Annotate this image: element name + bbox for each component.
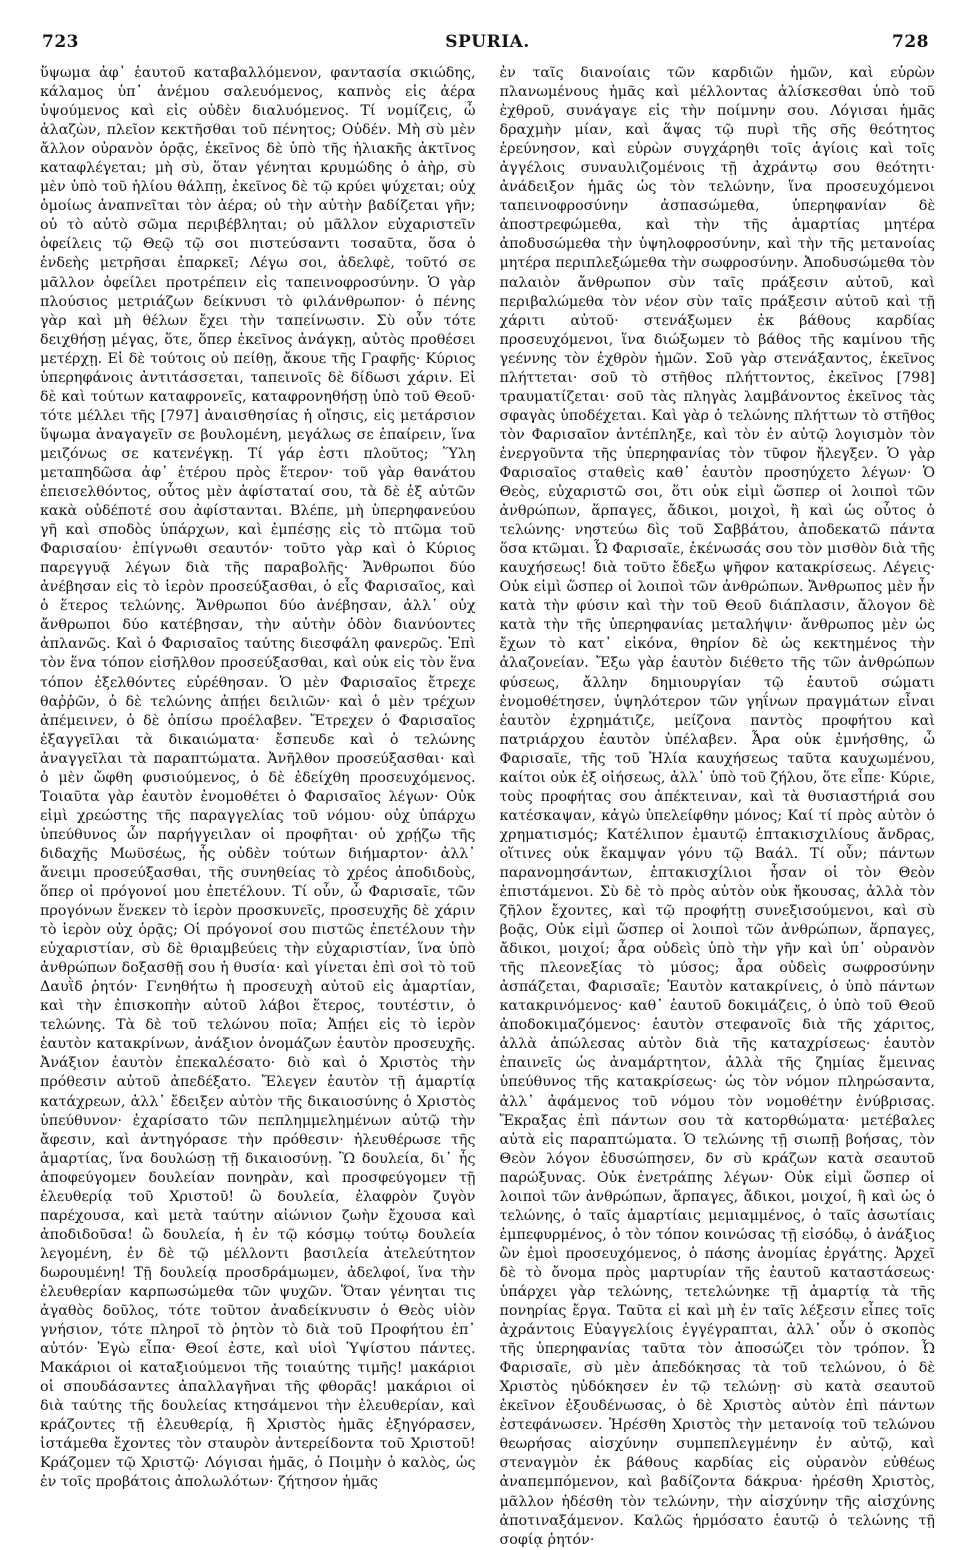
left-column xyxy=(40,64,476,1534)
running-header xyxy=(40,32,935,60)
running-title: SPURIA. xyxy=(445,32,530,52)
right-column xyxy=(499,64,936,1548)
page-number-left: 723 xyxy=(42,32,79,52)
text-columns xyxy=(40,64,935,1548)
page-number-right: 728 xyxy=(892,32,929,52)
left-column-text: ὕψωμα ἀφ᾿ ἑαυτοῦ καταβαλλόμενον, φαντασία σκιώδης, κάλαμος ὑπ᾿ ἀνέμου σαλευόμενος, καπνὸς εἰς ἀέρα ὑψούμενος καὶ εἰς οὐδὲν διαλυόμενος. Τί νομίζεις, ὦ ἀλαζὼν, πλεῖον κεκτῆσθαι τοῦ πένητος; Οὐδέν. Μὴ σὺ μὲν ἄλλον οὐρανὸν ὁρᾷς, ἐκεῖνος δὲ ὑπὸ τῆς ἡλιακῆς ἀκτῖνος καταφλέγεται; μὴ σὺ, ὅταν γένηται κρυμώδης ὁ ἀὴρ, σὺ μὲν ὑπὸ τοῦ ἡλίου θάλπῃ, ἐκεῖνος δὲ τῷ κρύει ψύχεται; οὐχ ὁμοίως ἀναπνεῖται τὸν ἀέρα; οὐ τὴν αὐτὴν βαδίζεται γῆν; οὐ τὸ αὐτὸ σῶμα περιβέβληται; οὐ μᾶλλον εὐχαριστεῖν ὀφείλεις τῷ Θεῷ τῷ σοι πιστεύσαντι τοσαῦτα, ὅσα ὁ ἐνδεὴς μετρῆσαι ἐπαρκεῖ; Λέγω σοι, ἀδελφὲ, τοῦτό σε μᾶλλον ὀφείλει προτρέπειν εἰς ταπεινοφροσύνην. Ὁ γὰρ πλούσιος μετριάζων δείκνυσι τὸ φιλάνθρωπον· ὁ πένης γὰρ καὶ μὴ θέλων ἔχει τὴν ταπείνωσιν. Σὺ οὖν τότε δειχθήσῃ μέγας, ὅτε, ὅπερ ἐκεῖνος ἀνάγκῃ, αὐτὸς προθέσει μετέρχῃ. Εἰ δὲ τούτοις οὐ πείθῃ, ἄκουε τῆς Γραφῆς· Κύριος ὑπερηφάνοις ἀντιτάσσεται, ταπεινοῖς δὲ δίδωσι χάριν. Εἰ δὲ καὶ τούτων καταφρονεῖς, καταφρονηθήσῃ ὑπὸ τοῦ Θεοῦ· τότε μέλλει τῆς [797] ἀναισθησίας ἡ οἴησις, εἰς μετάρσιον ὕψωμα ἀναγαγεῖν σε βουλομένη, μεγάλως σε ἐπαίρειν, ἵνα μειζόνως σε κατενέγκῃ. Τί γάρ ἐστι πλοῦτος; Ὕλη μεταπηδῶσα ἀφ᾿ ἑτέρου πρὸς ἕτερον· τοῦ γὰρ θανάτου ἐπεισελθόντος, οὗτος μὲν ἀφίσταταί σου, τὰ δὲ ἐξ αὐτῶν κακὰ οὐδέποτέ σου ἀφίστανται. Βλέπε, μὴ ὑπερηφανεύου γῆ καὶ σποδὸς ὑπάρχων, καὶ ἐμπέσῃς εἰς τὸ πτῶμα τοῦ Φαρισαίου· ἐπίγνωθι σεαυτόν· τοῦτο γὰρ καὶ ὁ Κύριος παρεγγυᾷ λέγων διὰ τῆς παραβολῆς· Ἄνθρωποι δύο ἀνέβησαν εἰς τὸ ἱερὸν προσεύξασθαι, ὁ εἷς Φαρισαῖος, καὶ ὁ ἕτερος τελώνης. Ἄνθρωποι δύο ἀνέβησαν, ἀλλ᾿ οὐχ ἄνθρωποι δύο κατέβησαν, τὴν αὐτὴν ὁδὸν διανύοντες ἀπλανῶς. Καὶ ὁ Φαρισαῖος ταύτης διεσφάλη φανερῶς. Ἐπὶ τὸν ἕνα τόπον εἰσῆλθον προσεύξασθαι, καὶ οὐκ εἰς τὸν ἕνα τόπον ἐξελθόντες εὑρέθησαν. Ὁ μὲν Φαρισαῖος ἔτρεχε θαῤῥῶν, ὁ δὲ τελώνης ἀπῄει δειλιῶν· καὶ ὁ μὲν τρέχων ἀπέμεινεν, ὁ δὲ ὀπίσω προέλαβεν. Ἔτρεχεν ὁ Φαρισαῖος ἐξαγγεῖλαι τὰ δικαιώματα· ἔσπευδε καὶ ὁ τελώνης ἀναγγεῖλαι τὰ παραπτώματα. Ἀνῆλθον προσεύξασθαι· καὶ ὁ μὲν ὤφθη φυσιούμενος, ὁ δὲ ἐδείχθη προσευχόμενος. Τοιαῦτα γὰρ ἑαυτὸν ἐνομοθέτει ὁ Φαρισαῖος λέγων· Οὐκ εἰμὶ χρεώστης τῆς παραγγελίας τοῦ νόμου· οὐχ ὑπάρχω ὑπεύθυνος ὧν παρήγγειλαν οἱ προφῆται· οὐ χρῄζω τῆς διδαχῆς Μωϋσέως, ἧς οὐδὲν τούτων διήμαρτον· ἀλλ᾿ ἄνειμι προσεύξασθαι, τῆς συνηθείας τὸ χρέος ἀποδιδοὺς, ὅπερ οἱ πρόγονοί μου ἐπετέλουν. Τί οὖν, ὦ Φαρισαῖε, τῶν προγόνων ἕνεκεν τὸ ἱερὸν προσκυνεῖς, προσευχῆς δὲ χάριν τὸ ἱερὸν οὐχ ὁρᾷς; Οἱ πρόγονοί σου πιστῶς ἐπετέλουν τὴν εὐχαριστίαν, σὺ δὲ θριαμβεύεις τὴν εὐχαριστίαν, ἵνα ὑπὸ ἀνθρώπων δοξασθῇ σου ἡ θυσία· καὶ γίνεται ἐπὶ σοὶ τὸ τοῦ Δαυῒδ ῥητόν· Γενηθήτω ἡ προσευχὴ αὐτοῦ εἰς ἁμαρτίαν, καὶ τὴν ἐπισκοπὴν αὐτοῦ λάβοι ἕτερος, τουτέστιν, ὁ τελώνης. Τὰ δὲ τοῦ τελώνου ποῖα; Ἀπῄει εἰς τὸ ἱερὸν ἑαυτὸν κατακρίνων, ἀνάξιον ὀνομάζων ἑαυτὸν προσευχῆς. Ἀνάξιον ἑαυτὸν ἐπεκαλέσατο· διὸ καὶ ὁ Χριστὸς τὴν πρόθεσιν αὐτοῦ ἀπεδέξατο. Ἔλεγεν ἑαυτὸν τῇ ἁμαρτίᾳ κατάχρεων, ἀλλ᾿ ἔδειξεν αὐτὸν τῆς δικαιοσύνης ὁ Χριστὸς ὑπεύθυνον· ἐχαρίσατο τῶν πεπλημμελημένων αὐτῷ τὴν ἄφεσιν, καὶ ἀντηγόρασε τὴν πρόθεσιν· ἠλευθέρωσε τῆς ἁμαρτίας, ἵνα δουλώσῃ τῇ δικαιοσύνῃ. Ὢ δουλεία, δι᾿ ἧς ἀποφεύγομεν δουλείαν πονηρὰν, καὶ προσφεύγομεν τῇ ἐλευθερίᾳ τοῦ Χριστοῦ! ὢ δουλεία, ἐλαφρὸν ζυγὸν παρέχουσα, καὶ μετὰ ταύτην αἰώνιον ζωὴν ἔχουσα καὶ ἀποδιδοῦσα! ὢ δουλεία, ἡ ἐν τῷ κόσμῳ τούτῳ δουλεία λεγομένη, ἐν δὲ τῷ μέλλοντι βασιλεία ἀτελεύτητον δωρουμένη! Τῇ δουλείᾳ προσδράμωμεν, ἀδελφοί, ἵνα τὴν ἐλευθερίαν καρπωσώμεθα τῶν ψυχῶν. Ὅταν γένηται τις ἀγαθὸς δοῦλος, τότε τοῦτον ἀναδείκνυσιν ὁ Θεὸς υἱὸν γνήσιον, τότε πληροῖ τὸ ῥητὸν τὸ διὰ τοῦ Προφήτου ἐπ᾿ αὐτόν· Ἐγὼ εἶπα· Θεοί ἐστε, καὶ υἱοὶ Ὑψίστου πάντες. Μακάριοι οἱ καταξιούμενοι τῆς τοιαύτης τιμῆς! μακάριοι οἱ σπουδάσαντες ἀπαλλαγῆναι τῆς φθορᾶς! μακάριοι οἱ διὰ ταύτης τῆς δουλείας κτησάμενοι τὴν ἐλευθερίαν, καὶ κράζοντες τῇ ἐλευθερίᾳ, ἣ Χριστὸς ἡμᾶς ἐξηγόρασεν, ἱστάμεθα ἔχοντες τὸν σταυρὸν ἀντερείδοντα τοῦ Χριστοῦ! Κράζομεν τῷ Χριστῷ· Λόγισαι ἡμᾶς, ὁ Ποιμὴν ὁ καλὸς, ὡς ἐν τοῖς προβάτοις ἀπολωλότων· ζήτησον ἡμᾶς xyxy=(40,65,476,1491)
right-column-text: ἐν ταῖς διανοίαις τῶν καρδιῶν ἡμῶν, καὶ εὑρὼν πλανωμένους ἡμᾶς καὶ μέλλοντας ἀλίσκεσθαι ὑπὸ τοῦ ἐχθροῦ, συνάγαγε εἰς τὴν ποίμνην σου. Λόγισαι ἡμᾶς δραχμὴν μίαν, καὶ ἅψας τῷ πυρὶ τῆς σῆς θεότητος ἐρεύνησον, καὶ εὑρὼν συγχάρηθι τοῖς ἁγίοις καὶ τοῖς ἀγγέλοις συναυλιζομένοις τῇ ἀχράντῳ σου θεότητι· ἀνάδειξον ἡμᾶς ὡς τὸν τελώνην, ἵνα προσευχόμενοι ταπεινοφροσύνην ἀσπασώμεθα, ὑπερηφανίαν δὲ ἀποστρεφώμεθα, καὶ τὴν τῆς ἁμαρτίας μητέρα ἀποδυσώμεθα τὴν ὑψηλοφροσύνην, καὶ τὴν τῆς μετανοίας μητέρα περιπλεξώμεθα τὴν σωφροσύνην. Ἀποδυσώμεθα τὸν παλαιὸν ἄνθρωπον σὺν ταῖς πράξεσιν αὐτοῦ, καὶ περιβαλώμεθα τὸν νέον σὺν ταῖς πράξεσιν αὐτοῦ καὶ τῇ χάριτι αὐτοῦ· στενάξωμεν ἐκ βάθους καρδίας προσευχόμενοι, ἵνα διώξωμεν τὸ βάθος τῆς καμίνου τῆς γεέννης τὸν ἐχθρὸν ἡμῶν. Σοῦ γὰρ στενάξαντος, ἐκεῖνος πλήττεται· σοῦ τὸ στῆθος πλήττοντος, ἐκεῖνος [798] τραυματίζεται· σοῦ τὰς πληγὰς λαμβάνοντος ἐκεῖνος τὰς σφαγὰς ὑποδέχεται. Καὶ γὰρ ὁ τελώνης πλήττων τὸ στῆθος τὸν Φαρισαῖον ἀντέπληξε, καὶ τὸν ἐν αὐτῷ λογισμὸν τὸν ἐνεργοῦντα τῆς ὑπερηφανίας τὸν τῦφον ἤλεγξεν. Ὁ γὰρ Φαρισαῖος σταθεὶς καθ᾿ ἑαυτὸν προσηύχετο λέγων· Ὁ Θεὸς, εὐχαριστῶ σοι, ὅτι οὐκ εἰμὶ ὥσπερ οἱ λοιποὶ τῶν ἀνθρώπων, ἅρπαγες, ἄδικοι, μοιχοὶ, ἢ καὶ ὡς οὗτος ὁ τελώνης· νηστεύω δὶς τοῦ Σαββάτου, ἀποδεκατῶ πάντα ὅσα κτῶμαι. Ὦ Φαρισαῖε, ἐκένωσάς σου τὸν μισθὸν διὰ τῆς καυχήσεως! διὰ τοῦτο ἔδεξω ψῆφον κατακρίσεως. Λέγεις· Οὐκ εἰμὶ ὥσπερ οἱ λοιποὶ τῶν ἀνθρώπων. Ἄνθρωπος μὲν ἦν κατὰ τὴν φύσιν καὶ τὴν τοῦ Θεοῦ διάπλασιν, ἄλογον δὲ κατὰ τὴν τῆς ὑπερηφανίας μεταλήψιν· ἄνθρωπος μὲν ὡς ἔχων τὸ κατ᾿ εἰκόνα, θηρίον δὲ ὡς κεκτημένος τὴν ἀλαζονείαν. Ἔξω γὰρ ἑαυτὸν διέθετο τῆς τῶν ἀνθρώπων φύσεως, ἄλλην δημιουργίαν τῷ ἑαυτοῦ σώματι ἐνομοθέτησεν, ὑψηλότερον τῶν γηΐνων πραγμάτων εἶναι ἑαυτὸν ἐχρημάτιζε, μείζονα παντὸς προφήτου καὶ πατριάρχου ἑαυτὸν ὑπέλαβεν. Ἆρα οὐκ ἐμνήσθης, ὦ Φαρισαῖε, τῆς τοῦ Ἠλία καυχήσεως ταῦτα καυχωμένου, καίτοι οὐκ ἐξ οἰήσεως, ἀλλ᾿ ὑπὸ τοῦ ζήλου, ὅτε εἶπε· Κύριε, τοὺς προφήτας σου ἀπέκτειναν, καὶ τὰ θυσιαστήριά σου κατέσκαψαν, κἀγὼ ὑπελείφθην μόνος; Καί τί πρὸς αὐτὸν ὁ χρηματισμός; Κατέλιπον ἐμαυτῷ ἑπτακισχιλίους ἄνδρας, οἵτινες οὐκ ἔκαμψαν γόνυ τῷ Βαάλ. Τί οὖν; πάντων παρανομησάντων, ἑπτακισχίλιοι ἦσαν οἱ τὸν Θεὸν ἐπιστάμενοι. Σὺ δὲ τὸ πρὸς αὐτὸν οὐκ ἤκουσας, ἀλλὰ τὸν ζῆλον ἔχοντες, καὶ τῷ προφήτῃ συνεξισούμενοι, καὶ σὺ βοᾷς, Οὐκ εἰμὶ ὥσπερ οἱ λοιποὶ τῶν ἀνθρώπων, ἅρπαγες, ἄδικοι, μοιχοί; ἆρα οὐδεὶς ὑπὸ τὴν γῆν καὶ ὑπ᾿ οὐρανὸν τῆς πλεονεξίας τὸ μύσος; ἆρα οὐδεὶς σωφροσύνην ἀσπάζεται, Φαρισαῖε; Ἑαυτὸν κατακρίνεις, ὁ ὑπὸ πάντων κατακρινόμενος· καθ᾿ ἑαυτοῦ δοκιμάζεις, ὁ ὑπὸ τοῦ Θεοῦ ἀποδοκιμαζόμενος· ἑαυτὸν στεφανοῖς διὰ τῆς χάριτος, ἀλλὰ ἀπώλεσας αὐτὸν διὰ τῆς καταχρίσεως· ἑαυτὸν ἐπαινεῖς ὡς ἀναμάρτητον, ἀλλὰ τῆς ζημίας ἔμεινας ὑπεύθυνος τῆς κατακρίσεως· ὡς τὸν νόμον πληρώσαντα, ἀλλ᾿ ἀφάμενος τοῦ νόμου τὸν νομοθέτην ἐνύβρισας. Ἔκραξας ἐπὶ πάντων σου τὰ κατορθώματα· μετέβαλες αὐτὰ εἰς παραπτώματα. Ὁ τελώνης τῇ σιωπῇ βοήσας, τὸν Θεὸν λόγον ἐδυσώπησεν, δν σὺ κράζων κατὰ σεαυτοῦ παρώξυνας. Οὐκ ἐνετράπης λέγων· Οὐκ εἰμὶ ὥσπερ οἱ λοιποὶ τῶν ἀνθρώπων, ἅρπαγες, ἄδικοι, μοιχοί, ἢ καὶ ὡς ὁ τελώνης, ὁ ταῖς ἁμαρτίαις μεμιαμμένος, ὁ ταῖς ἀσωτίαις ἐμπεφυρμένος, ὁ τὸν τόπον κοινώσας τῇ εἰσόδῳ, ὁ ἀνάξιος ὢν ἐμοὶ προσευχόμενος, ὁ πάσης ἀνομίας ἐργάτης. Ἀρχεῖ δὲ τὸ ὄνομα πρὸς μαρτυρίαν τῆς ἑαυτοῦ καταστάσεως· ὑπάρχει γὰρ τελώνης, τετελώνηκε τῇ ἁμαρτίᾳ τὰ τῆς πονηρίας ἔργα. Ταῦτα εἰ καὶ μὴ ἐν ταῖς λέξεσιν εἶπες τοῖς ἀχράντοις Εὐαγγελίοις ἐγγέγραπται, ἀλλ᾿ οὖν ὁ σκοπὸς τῆς ὑπερηφανίας ταῦτα τὸν ἀποσώζει τὸν τρόπον. Ὦ Φαρισαῖε, σὺ μὲν ἀπεδόκησας τὰ τοῦ τελώνου, ὁ δὲ Χριστὸς ηὐδόκησεν ἐν τῷ τελώνῃ· σὺ κατὰ σεαυτοῦ ἐκεῖνον ἐξουδένωσας, ὁ δὲ Χριστὸς αὐτὸν ἐπὶ πάντων ἐστεφάνωσεν. Ἠρέσθη Χριστὸς τὴν μετανοίᾳ τοῦ τελώνου θεωρήσας αἰσχύνην συμπεπλεγμένην ἐν αὐτῷ, καὶ στεναγμὸν ἐκ βάθους καρδίας εἰς οὐρανὸν εὐθέως ἀναπεμπόμενον, καὶ βαδίζοντα δάκρυα· ἠρέσθη Χριστὸς, μᾶλλον ἡδέσθη τὸν τελώνην, τὴν αἰσχύνην τῆς αἰσχύνης ἀποτιναξάμενον. Καλῶς ἡρμόσατο ἑαυτῷ ὁ τελώνης τῇ σοφίᾳ ῥητόν· xyxy=(499,65,935,1548)
